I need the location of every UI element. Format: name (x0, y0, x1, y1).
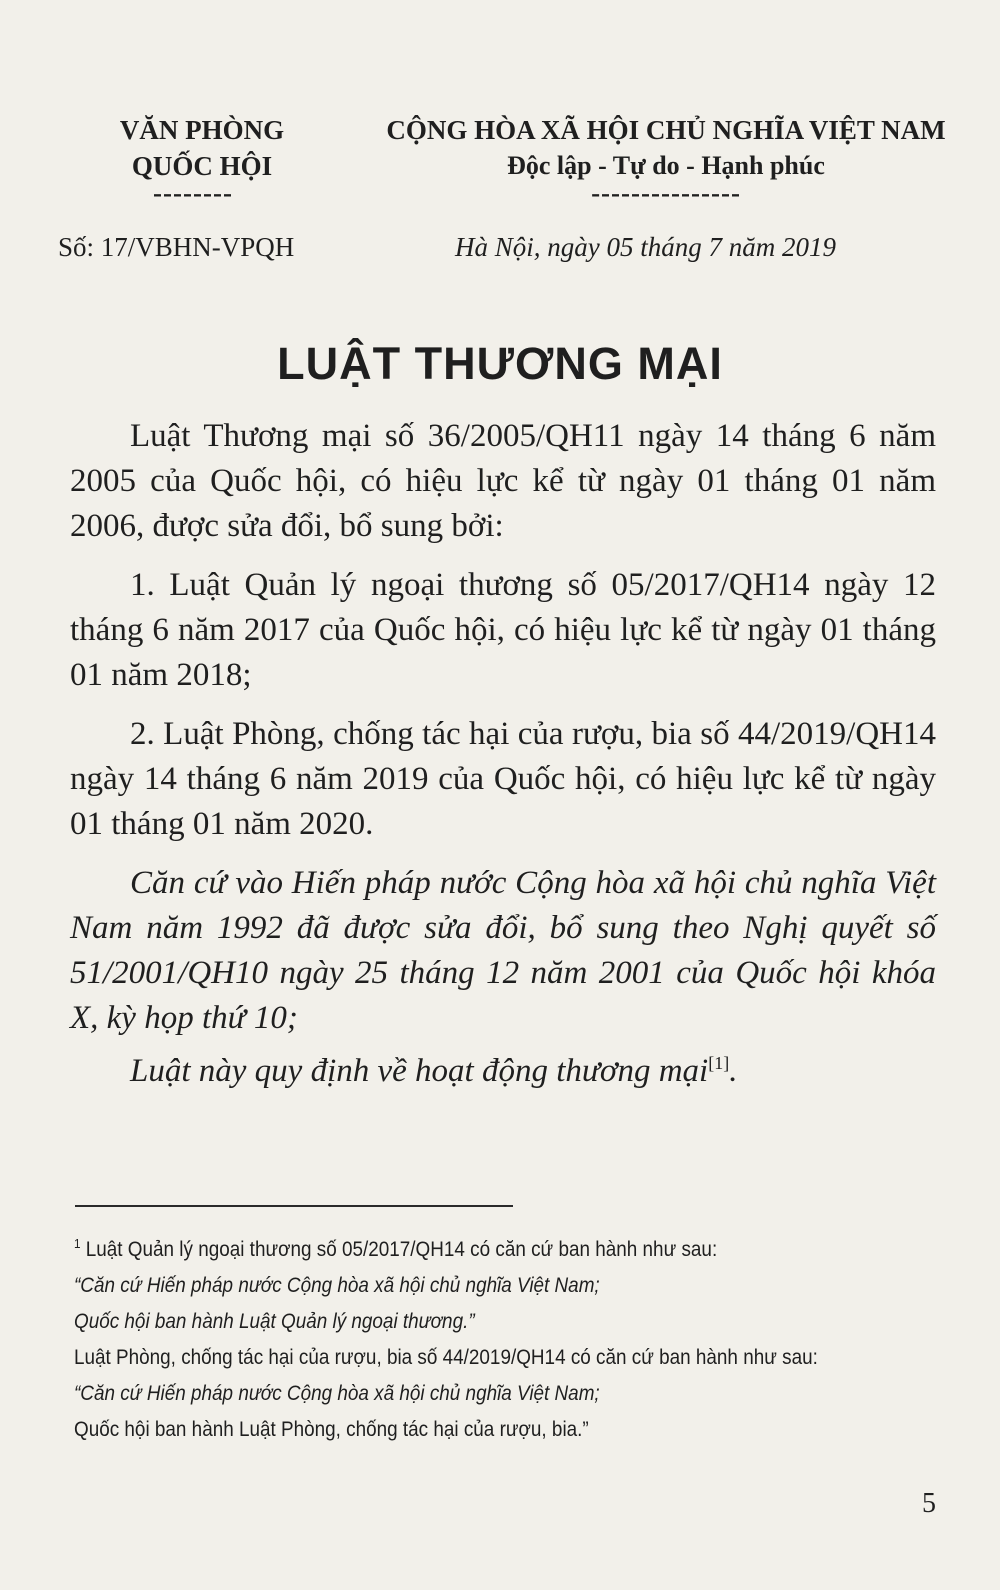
paragraph-scope (70, 1049, 936, 1094)
page-number: 5 (922, 1488, 936, 1519)
document-title: LUẬT THƯƠNG MẠI (277, 338, 723, 389)
footnote-text: Luật Quản lý ngoại thương số 05/2017/QH14 có căn cứ ban hành như sau: (85, 1238, 718, 1261)
footnote-line (74, 1232, 954, 1268)
country-name: CỘNG HÒA XÃ HỘI CHỦ NGHĨA VIỆT NAM (386, 115, 946, 145)
footnote-separator (75, 1205, 513, 1207)
document-body (70, 414, 936, 1102)
paragraph-amendment-2: 2. Luật Phòng, chống tác hại của rượu, bia số 44/2019/QH14 ngày 14 tháng 6 năm 2019 của Quốc hội, có hiệu lực kể từ ngày 01 tháng 01 năm 2020. (70, 716, 936, 842)
scope-text: Luật này quy định về hoạt động thương mại (130, 1053, 709, 1089)
national-motto: Độc lập - Tự do - Hạnh phúc (507, 151, 825, 180)
footnote-line: “Căn cứ Hiến pháp nước Cộng hòa xã hội chủ nghĩa Việt Nam; (74, 1274, 600, 1297)
footnote-line: Luật Phòng, chống tác hại của rượu, bia số 44/2019/QH14 có căn cứ ban hành như sau: (74, 1346, 818, 1369)
document-number: Số: 17/VBHN-VPQH (58, 232, 295, 262)
paragraph-intro: Luật Thương mại số 36/2005/QH11 ngày 14 tháng 6 năm 2005 của Quốc hội, có hiệu lực kể từ ngày 01 tháng 01 năm 2006, được sửa đổi, bổ sung bởi: (70, 418, 936, 544)
footnote-mark: 1 (74, 1236, 81, 1251)
motto-divider: --------------- (591, 178, 741, 208)
paragraph-amendment-1: 1. Luật Quản lý ngoại thương số 05/2017/QH14 ngày 12 tháng 6 năm 2017 của Quốc hội, có hiệu lực kể từ ngày 01 tháng 01 năm 2018; (70, 567, 936, 693)
agency-line-1: VĂN PHÒNG (119, 115, 285, 145)
footnote-line: Quốc hội ban hành Luật Quản lý ngoại thương.” (74, 1310, 475, 1333)
national-header (366, 112, 966, 208)
scope-period: . (729, 1053, 738, 1089)
document-date: Hà Nội, ngày 05 tháng 7 năm 2019 (455, 232, 836, 262)
footnote-reference[interactable]: [1] (708, 1053, 730, 1073)
agency-line-2: QUỐC HỘI (131, 151, 273, 181)
issuing-agency (68, 112, 336, 208)
paragraph-legal-basis: Căn cứ vào Hiến pháp nước Cộng hòa xã hội chủ nghĩa Việt Nam năm 1992 đã được sửa đổi, bổ sung theo Nghị quyết số 51/2001/QH10 ngày 25 tháng 12 năm 2001 của Quốc hội khóa X, kỳ họp thứ 10; (70, 865, 936, 1036)
agency-divider: -------- (153, 178, 233, 208)
footnote-line: Quốc hội ban hành Luật Phòng, chống tác hại của rượu, bia.” (74, 1418, 589, 1441)
footnotes (74, 1232, 954, 1448)
footnote-line: “Căn cứ Hiến pháp nước Cộng hòa xã hội chủ nghĩa Việt Nam; (74, 1382, 600, 1405)
